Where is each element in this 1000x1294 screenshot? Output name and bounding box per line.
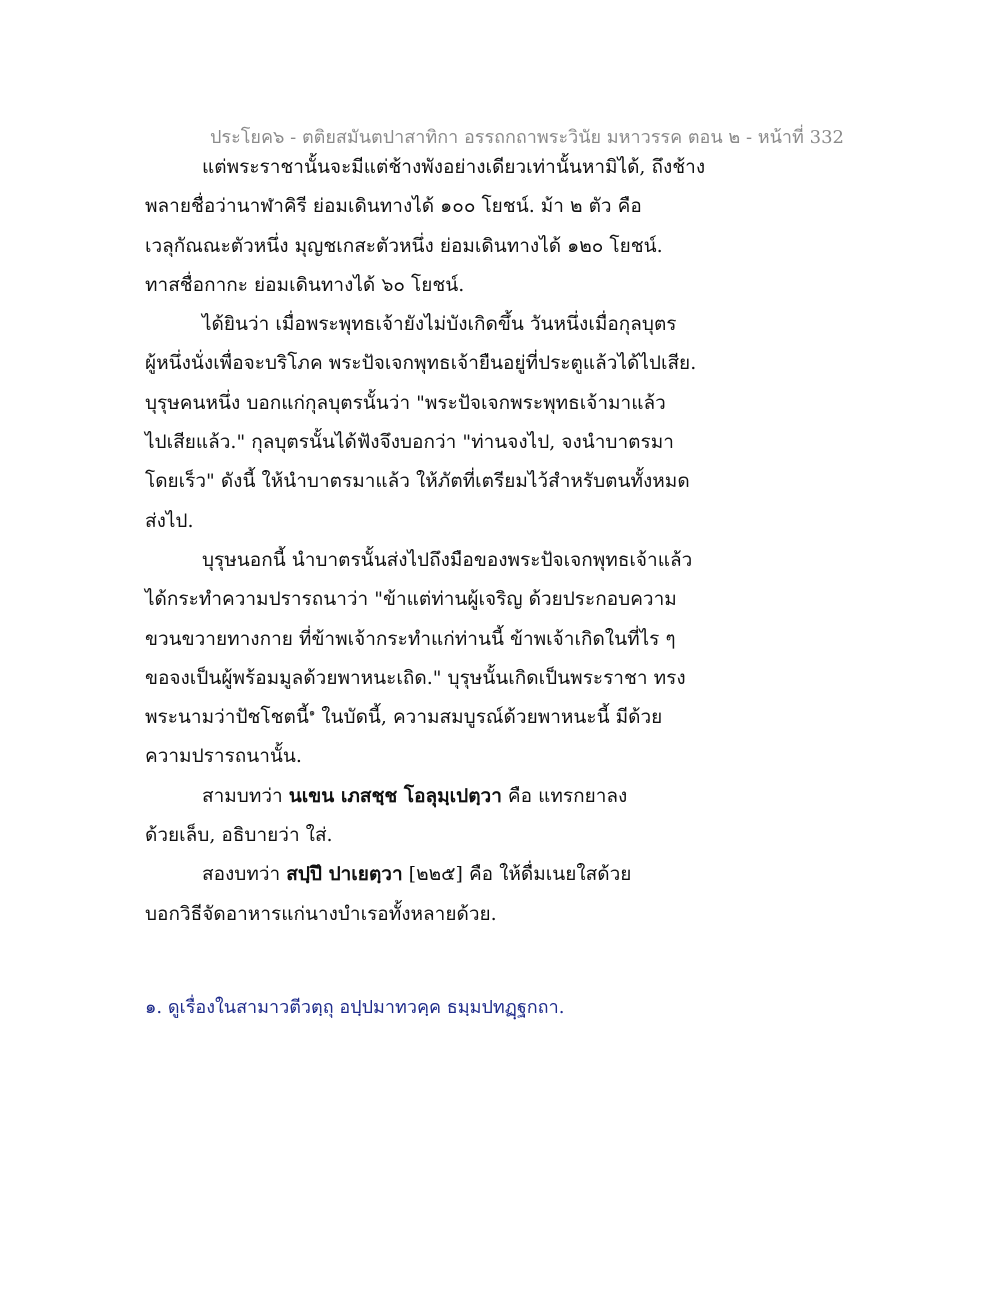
text-line: ได้ยินว่า เมื่อพระพุทธเจ้ายังไม่บังเกิดขึ้น วันหนึ่งเมื่อกุลบุตร	[202, 313, 677, 336]
text-segment: คือ แทรกยาลง	[501, 784, 628, 807]
text-line: ไปเสียแล้ว." กุลบุตรนั้นได้ฟังจึงบอกว่า "ท่านจงไป, จงนำบาตรมา	[145, 431, 674, 454]
text-line	[145, 777, 745, 816]
text-line: ขอจงเป็นผู้พร้อมมูลด้วยพาหนะเถิด." บุรุษนั้นเกิดเป็นพระราชา ทรง	[145, 666, 686, 689]
text-segment: สองบทว่า	[202, 863, 287, 886]
text-segment: [๒๒๕] คือ ให้ดื่มเนยใสด้วย	[402, 863, 632, 886]
text-line: โดยเร็ว" ดังนี้ ให้นำบาตรมาแล้ว ให้ภัตที่เตรียมไว้สำหรับตนทั้งหมด	[145, 470, 690, 493]
text-line	[145, 855, 745, 894]
text-line: ด้วยเล็บ, อธิบายว่า ใส่.	[145, 824, 333, 847]
text-segment: สามบทว่า	[202, 784, 289, 807]
body-text	[145, 148, 745, 934]
text-line: บอกวิธีจัดอาหารแก่นางบำเรอทั้งหลายด้วย.	[145, 902, 497, 925]
text-line: แต่พระราชานั้นจะมีแต่ช้างพังอย่างเดียวเท่านั้นหามิได้, ถึงช้าง	[202, 156, 706, 178]
text-segment: พระนามว่าปัชโชตนี้	[145, 706, 309, 729]
footnote-reference-mark: ๑	[308, 707, 316, 719]
text-line: บุรุษนอกนี้ นำบาตรนั้นส่งไปถึงมือของพระปัจเจกพุทธเจ้าแล้ว	[202, 548, 693, 571]
text-segment: ในบัดนี้, ความสมบูรณ์ด้วยพาหนะนี้ มีด้วย	[315, 706, 663, 729]
text-line: เวลุกัณณะตัวหนึ่ง มุญชเกสะตัวหนึ่ง ย่อมเดินทางได้ ๑๒๐ โยชน์.	[145, 234, 663, 257]
page-header: ประโยค๖ - ตติยสมันตปาสาทิกา อรรถกถาพระวินัย มหาวรรค ตอน ๒ - หน้าที่ 332	[210, 127, 844, 148]
text-line: ได้กระทำความปรารถนาว่า "ข้าแต่ท่านผู้เจริญ ด้วยประกอบความ	[145, 588, 677, 611]
text-line: พลายชื่อว่านาฬาคิรี ย่อมเดินทางได้ ๑๐๐ โยชน์. ม้า ๒ ตัว คือ	[145, 195, 642, 218]
text-line: ทาสชื่อกากะ ย่อมเดินทางได้ ๖๐ โยชน์.	[145, 273, 465, 296]
text-line	[145, 698, 745, 737]
text-line: ผู้หนึ่งนั่งเพื่อจะบริโภค พระปัจเจกพุทธเจ้ายืนอยู่ที่ประตูแล้วได้ไปเสีย.	[145, 352, 697, 375]
pali-term: นเขน เภสชฺช โอลุมฺเปตฺวา	[288, 784, 502, 807]
pali-term: สปฺปึ ปาเยตฺวา	[286, 863, 403, 886]
footnote: ๑. ดูเรื่องในสามาวตีวตฺถุ อปฺปมาทวคฺค ธมฺมปทฏฺฐกถา.	[145, 997, 565, 1018]
text-line: ขวนขวายทางกาย ที่ข้าพเจ้ากระทำแก่ท่านนี้ ข้าพเจ้าเกิดในที่ไร ๆ	[145, 627, 676, 650]
text-line: บุรุษคนหนึ่ง บอกแก่กุลบุตรนั้นว่า "พระปัจเจกพระพุทธเจ้ามาแล้ว	[145, 391, 666, 414]
text-line: ส่งไป.	[145, 509, 194, 532]
text-line: ความปรารถนานั้น.	[145, 745, 302, 768]
